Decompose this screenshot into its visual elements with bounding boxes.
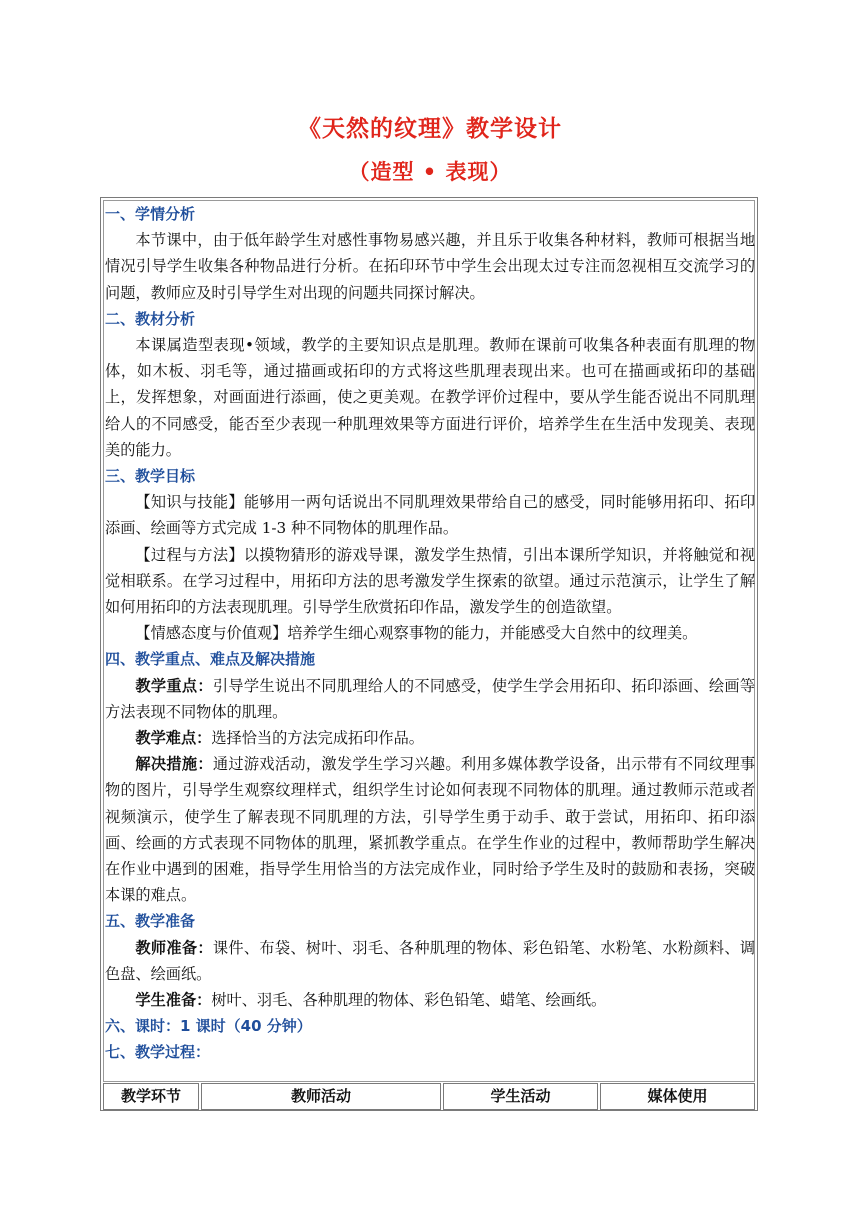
- student-prep-paragraph: [105, 987, 755, 1013]
- section-heading-material-analysis: 二、教材分析: [105, 309, 196, 328]
- learner-analysis-paragraph: 本节课中，由于低年龄学生对感性事物易感兴趣，并且乐于收集各种材料，教师可根据当地情况引导学生收集各种物品进行分析。在拓印环节中学生会出现太过专注而忽视相互交流学习的问题，教师应及时引导学生对出现的问题共同探讨解决。: [105, 231, 755, 302]
- table-header-media-use: 媒体使用: [600, 1083, 755, 1110]
- key-point-paragraph: [105, 673, 755, 725]
- teacher-prep-text: 课件、布袋、树叶、羽毛、各种肌理的物体、彩色铅笔、水粉笔、水粉颜料、调色盘、绘画纸。: [105, 938, 756, 983]
- solution-label: 解决措施：: [135, 755, 213, 774]
- goal-process-methods: 【过程与方法】以摸物猜形的游戏导课，激发学生热情，引出本课所学知识，并将触觉和视觉相联系。在学习过程中，用拓印方法的思考激发学生探索的欲望。通过示范演示，让学生了解如何用拓印的方法表现肌理。引导学生欣赏拓印作品，激发学生的创造欲望。: [105, 545, 755, 616]
- student-prep-text: 树叶、羽毛、各种肌理的物体、彩色铅笔、蜡笔、绘画纸。: [211, 991, 607, 1010]
- key-point-text: 引导学生说出不同肌理给人的不同感受，使学生学会用拓印、拓印添画、绘画等方法表现不同物体的肌理。: [105, 676, 756, 721]
- difficulty-label: 教学难点：: [135, 729, 212, 747]
- goal-knowledge-skills: 【知识与技能】能够用一两句话说出不同肌理效果带给自己的感受，同时能够用拓印、拓印添画、绘画等方式完成 1-3 种不同物体的肌理作品。: [105, 493, 755, 538]
- section-heading-preparation: 五、教学准备: [105, 912, 196, 931]
- section-heading-key-points: 四、教学重点、难点及解决措施: [105, 650, 316, 669]
- teacher-prep-label: 教师准备：: [135, 938, 213, 957]
- section-heading-teaching-process: 七、教学过程：: [105, 1043, 211, 1062]
- difficulty-text: 选择恰当的方法完成拓印作品。: [211, 729, 424, 747]
- student-prep-label: 学生准备：: [135, 991, 212, 1010]
- solution-text: 通过游戏活动，激发学生学习兴趣。利用多媒体教学设备，出示带有不同纹理事物的图片，引导学生观察纹理样式，组织学生讨论如何表现不同物体的肌理。通过教师示范或者视频演示，使学生了解表现不同肌理的方法，引导学生勇于动手、敢于尝试，用拓印、拓印添画、绘画的方式表现不同物体的肌理，紧抓教学重点。在学生作业的过程中，教师帮助学生解决在作业中遇到的困难，指导学生用恰当的方法完成作业，同时给予学生及时的鼓励和表扬，突破本课的难点。: [105, 755, 756, 905]
- table-header-teaching-stage: 教学环节: [103, 1083, 199, 1110]
- material-analysis-paragraph: 本课属造型表现•领域，教学的主要知识点是肌理。教师在课前可收集各种表面有肌理的物体，如木板、羽毛等，通过描画或拓印的方式将这些肌理表现出来。也可在描画或拓印的基础上，发挥想象，对画面进行添画，使之更美观。在教学评价过程中，要从学生能否说出不同肌理给人的不同感受，能否至少表现一种肌理效果等方面进行评价，培养学生在生活中发现美、表现美的能力。: [105, 335, 755, 459]
- document-subtitle: （造型 • 表现）: [348, 160, 512, 184]
- key-point-label: 教学重点：: [135, 676, 213, 695]
- difficulty-paragraph: [105, 725, 755, 751]
- section-heading-class-hours: 六、课时：1 课时（40 分钟）: [105, 1017, 312, 1036]
- section-heading-teaching-goals: 三、教学目标: [105, 467, 196, 485]
- goal-emotion-values: 【情感态度与价值观】培养学生细心观察事物的能力，并能感受大自然中的纹理美。: [135, 624, 698, 643]
- section-heading-learner-analysis: 一、学情分析: [105, 205, 196, 223]
- design-content: [105, 201, 755, 1066]
- table-header-teacher-activity: 教师活动: [201, 1083, 441, 1110]
- table-header-student-activity: 学生活动: [443, 1083, 598, 1110]
- document-title: 《天然的纹理》教学设计: [298, 116, 562, 142]
- teacher-prep-paragraph: [105, 935, 755, 987]
- solution-paragraph: [105, 751, 755, 908]
